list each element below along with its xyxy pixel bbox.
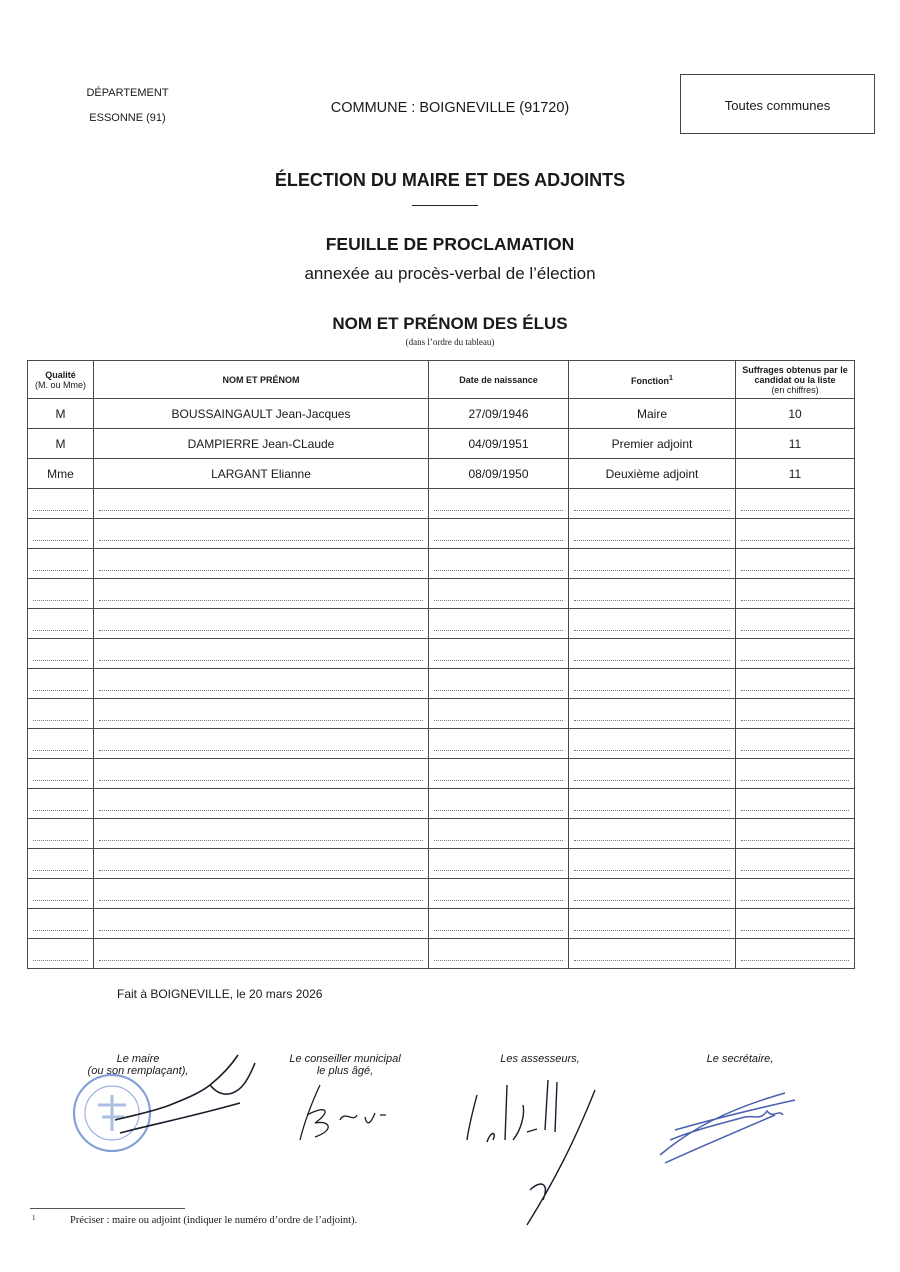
empty-cell-nom (94, 669, 429, 699)
empty-cell-nom (94, 639, 429, 669)
dotted-fill-line (574, 556, 730, 571)
header-qualite (28, 361, 94, 399)
empty-cell-naissance (429, 849, 569, 879)
empty-cell-naissance (429, 759, 569, 789)
dotted-fill-line (574, 526, 730, 541)
dotted-fill-line (741, 586, 849, 601)
empty-cell-naissance (429, 549, 569, 579)
empty-table-row (28, 789, 855, 819)
sig-label-conseiller-line1: Le conseiller municipal (289, 1053, 401, 1065)
dotted-fill-line (574, 886, 730, 901)
sig-label-assesseurs: Les assesseurs, (500, 1053, 580, 1065)
stamp-emblem (98, 1095, 126, 1131)
empty-cell-suffrages (736, 789, 855, 819)
header-suffrages-sub: (en chiffres) (771, 384, 819, 395)
empty-cell-qualite (28, 609, 94, 639)
table-row (28, 429, 855, 459)
dotted-fill-line (434, 616, 563, 631)
dotted-fill-line (33, 646, 88, 661)
dotted-fill-line (33, 916, 88, 931)
cell-suffrages: 11 (736, 429, 855, 459)
header-qualite-sub: (M. ou Mme) (34, 379, 86, 390)
cell-suffrages: 11 (736, 459, 855, 489)
dotted-fill-line (434, 736, 563, 751)
dotted-fill-line (33, 526, 88, 541)
dotted-fill-line (99, 526, 423, 541)
dotted-fill-line (574, 916, 730, 931)
empty-cell-nom (94, 579, 429, 609)
commune-type-box (680, 74, 875, 134)
dotted-fill-line (434, 886, 563, 901)
header-qualite-label: Qualité (45, 369, 76, 380)
empty-cell-suffrages (736, 489, 855, 519)
sig-label-conseiller-line2: le plus âgé, (316, 1065, 374, 1077)
empty-cell-fonction (569, 489, 736, 519)
empty-cell-suffrages (736, 519, 855, 549)
empty-cell-nom (94, 939, 429, 969)
empty-cell-qualite (28, 909, 94, 939)
empty-cell-naissance (429, 789, 569, 819)
dotted-fill-line (434, 946, 563, 961)
elected-table (27, 360, 855, 969)
cell-naissance: 08/09/1950 (429, 459, 569, 489)
empty-cell-naissance (429, 699, 569, 729)
dotted-fill-line (741, 856, 849, 871)
dotted-fill-line (33, 706, 88, 721)
sig-label-maire-line1: Le maire (116, 1053, 160, 1065)
dotted-fill-line (99, 796, 423, 811)
empty-cell-naissance (429, 939, 569, 969)
dotted-fill-line (99, 856, 423, 871)
empty-cell-suffrages (736, 549, 855, 579)
empty-cell-suffrages (736, 819, 855, 849)
dotted-fill-line (434, 916, 563, 931)
dotted-fill-line (33, 676, 88, 691)
empty-cell-qualite (28, 639, 94, 669)
commune-name: COMMUNE : BOIGNEVILLE (91720) (330, 100, 570, 116)
empty-cell-fonction (569, 849, 736, 879)
cell-naissance: 27/09/1946 (429, 399, 569, 429)
header-fonction (569, 361, 736, 399)
sheet-subtitle: annexée au procès-verbal de l’élection (304, 264, 596, 283)
title-divider (412, 205, 478, 206)
empty-table-row (28, 579, 855, 609)
dotted-fill-line (574, 856, 730, 871)
empty-table-row (28, 549, 855, 579)
empty-cell-fonction (569, 639, 736, 669)
empty-cell-qualite (28, 789, 94, 819)
empty-cell-nom (94, 789, 429, 819)
dotted-fill-line (434, 676, 563, 691)
footnote-number: 1 (32, 1214, 36, 1222)
cell-fonction: Maire (569, 399, 736, 429)
empty-cell-nom (94, 729, 429, 759)
empty-cell-fonction (569, 579, 736, 609)
empty-cell-nom (94, 519, 429, 549)
cell-fonction: Deuxième adjoint (569, 459, 736, 489)
empty-cell-qualite (28, 699, 94, 729)
empty-cell-nom (94, 759, 429, 789)
empty-cell-qualite (28, 939, 94, 969)
footnote-divider (30, 1208, 185, 1209)
empty-cell-nom (94, 909, 429, 939)
header-nom: NOM ET PRÉNOM (94, 361, 429, 399)
empty-cell-fonction (569, 909, 736, 939)
mayor-signature-strokes (115, 1055, 255, 1133)
empty-cell-nom (94, 879, 429, 909)
dotted-fill-line (741, 706, 849, 721)
sig-label-maire-line2: (ou son remplaçant), (87, 1065, 189, 1077)
dotted-fill-line (434, 526, 563, 541)
conseiller-signature (285, 1075, 395, 1150)
empty-cell-fonction (569, 729, 736, 759)
dotted-fill-line (434, 586, 563, 601)
dotted-fill-line (741, 736, 849, 751)
empty-cell-suffrages (736, 909, 855, 939)
empty-cell-suffrages (736, 759, 855, 789)
empty-table-row (28, 849, 855, 879)
empty-cell-suffrages (736, 579, 855, 609)
dotted-fill-line (741, 496, 849, 511)
sig-label-conseiller (275, 1053, 415, 1077)
table-row (28, 459, 855, 489)
empty-cell-suffrages (736, 729, 855, 759)
empty-cell-naissance (429, 609, 569, 639)
dotted-fill-line (741, 646, 849, 661)
dotted-fill-line (33, 796, 88, 811)
empty-table-row (28, 609, 855, 639)
empty-cell-nom (94, 489, 429, 519)
empty-cell-naissance (429, 669, 569, 699)
dotted-fill-line (33, 496, 88, 511)
empty-cell-suffrages (736, 879, 855, 909)
sig-label-secretaire: Le secrétaire, (706, 1053, 774, 1065)
empty-cell-qualite (28, 819, 94, 849)
empty-cell-qualite (28, 489, 94, 519)
empty-cell-fonction (569, 699, 736, 729)
list-title: NOM ET PRÉNOM DES ÉLUS (332, 314, 568, 333)
dotted-fill-line (99, 586, 423, 601)
header-suffrages-label: Suffrages obtenus par le candidat ou la liste (742, 364, 848, 385)
cell-qualite: M (28, 399, 94, 429)
list-subtitle: (dans l’ordre du tableau) (405, 337, 495, 347)
empty-table-row (28, 759, 855, 789)
dotted-fill-line (741, 796, 849, 811)
header-naissance: Date de naissance (429, 361, 569, 399)
dotted-fill-line (99, 736, 423, 751)
dotted-fill-line (33, 616, 88, 631)
empty-cell-qualite (28, 879, 94, 909)
dotted-fill-line (99, 676, 423, 691)
cell-qualite: Mme (28, 459, 94, 489)
empty-cell-nom (94, 819, 429, 849)
empty-cell-naissance (429, 639, 569, 669)
dotted-fill-line (99, 766, 423, 781)
dotted-fill-line (33, 886, 88, 901)
cell-fonction: Premier adjoint (569, 429, 736, 459)
header-fonction-note: 1 (669, 374, 673, 382)
table-header-row (28, 361, 855, 399)
header-fonction-label: Fonction (631, 375, 670, 386)
dotted-fill-line (434, 706, 563, 721)
dotted-fill-line (33, 826, 88, 841)
empty-cell-naissance (429, 729, 569, 759)
sheet-title: FEUILLE DE PROCLAMATION (325, 234, 575, 254)
empty-cell-nom (94, 609, 429, 639)
dotted-fill-line (741, 886, 849, 901)
empty-cell-fonction (569, 519, 736, 549)
dotted-fill-line (99, 826, 423, 841)
cell-nom: LARGANT Elianne (94, 459, 429, 489)
empty-cell-naissance (429, 879, 569, 909)
dotted-fill-line (574, 616, 730, 631)
empty-cell-fonction (569, 789, 736, 819)
empty-cell-suffrages (736, 939, 855, 969)
empty-cell-suffrages (736, 849, 855, 879)
cell-suffrages: 10 (736, 399, 855, 429)
dotted-fill-line (574, 646, 730, 661)
dotted-fill-line (741, 826, 849, 841)
dotted-fill-line (574, 946, 730, 961)
dotted-fill-line (99, 496, 423, 511)
dotted-fill-line (741, 766, 849, 781)
cell-naissance: 04/09/1951 (429, 429, 569, 459)
departement-value: ESSONNE (91) (89, 112, 166, 124)
empty-cell-fonction (569, 879, 736, 909)
dotted-fill-line (33, 556, 88, 571)
empty-cell-naissance (429, 579, 569, 609)
main-title: ÉLECTION DU MAIRE ET DES ADJOINTS (274, 170, 626, 190)
secretaire-signature (655, 1085, 805, 1170)
dotted-fill-line (434, 796, 563, 811)
empty-table-row (28, 669, 855, 699)
empty-cell-naissance (429, 519, 569, 549)
dotted-fill-line (33, 766, 88, 781)
cell-nom: DAMPIERRE Jean-CLaude (94, 429, 429, 459)
dotted-fill-line (741, 946, 849, 961)
empty-cell-suffrages (736, 669, 855, 699)
dotted-fill-line (99, 706, 423, 721)
dotted-fill-line (33, 736, 88, 751)
empty-table-row (28, 699, 855, 729)
dotted-fill-line (574, 826, 730, 841)
dotted-fill-line (574, 496, 730, 511)
empty-cell-naissance (429, 489, 569, 519)
empty-table-row (28, 519, 855, 549)
dotted-fill-line (574, 676, 730, 691)
footnote-text: Préciser : maire ou adjoint (indiquer le numéro d’ordre de l’adjoint). (70, 1215, 358, 1226)
dotted-fill-line (434, 856, 563, 871)
empty-cell-qualite (28, 579, 94, 609)
empty-cell-fonction (569, 609, 736, 639)
empty-cell-suffrages (736, 639, 855, 669)
dotted-fill-line (574, 766, 730, 781)
empty-table-row (28, 729, 855, 759)
empty-cell-nom (94, 849, 429, 879)
dotted-fill-line (434, 556, 563, 571)
dotted-fill-line (99, 946, 423, 961)
dotted-fill-line (434, 496, 563, 511)
empty-cell-suffrages (736, 609, 855, 639)
dotted-fill-line (99, 556, 423, 571)
empty-cell-fonction (569, 939, 736, 969)
dotted-fill-line (99, 886, 423, 901)
empty-cell-naissance (429, 909, 569, 939)
empty-table-row (28, 639, 855, 669)
empty-table-row (28, 939, 855, 969)
fait-a-line: Fait à BOIGNEVILLE, le 20 mars 2026 (117, 987, 323, 1001)
dotted-fill-line (574, 736, 730, 751)
empty-cell-fonction (569, 669, 736, 699)
cell-nom: BOUSSAINGAULT Jean-Jacques (94, 399, 429, 429)
dotted-fill-line (574, 706, 730, 721)
assesseurs-signature (455, 1070, 605, 1230)
dotted-fill-line (574, 586, 730, 601)
dotted-fill-line (574, 796, 730, 811)
dotted-fill-line (434, 766, 563, 781)
empty-cell-qualite (28, 669, 94, 699)
mayor-stamp-and-signature (60, 1045, 280, 1165)
empty-cell-qualite (28, 519, 94, 549)
cell-qualite: M (28, 429, 94, 459)
dotted-fill-line (741, 916, 849, 931)
departement-label: DÉPARTEMENT (86, 87, 169, 99)
dotted-fill-line (33, 586, 88, 601)
empty-cell-qualite (28, 729, 94, 759)
empty-cell-suffrages (736, 699, 855, 729)
empty-table-row (28, 879, 855, 909)
dotted-fill-line (434, 826, 563, 841)
dotted-fill-line (741, 526, 849, 541)
dotted-fill-line (33, 856, 88, 871)
empty-cell-qualite (28, 759, 94, 789)
empty-cell-nom (94, 699, 429, 729)
commune-type-text: Toutes communes (724, 98, 831, 113)
dotted-fill-line (434, 646, 563, 661)
dotted-fill-line (741, 676, 849, 691)
empty-cell-fonction (569, 549, 736, 579)
table-row (28, 399, 855, 429)
dotted-fill-line (741, 616, 849, 631)
empty-cell-nom (94, 549, 429, 579)
empty-cell-qualite (28, 549, 94, 579)
dotted-fill-line (33, 946, 88, 961)
empty-cell-naissance (429, 819, 569, 849)
empty-cell-qualite (28, 849, 94, 879)
empty-cell-fonction (569, 759, 736, 789)
empty-cell-fonction (569, 819, 736, 849)
dotted-fill-line (741, 556, 849, 571)
empty-table-row (28, 909, 855, 939)
dotted-fill-line (99, 646, 423, 661)
dotted-fill-line (99, 616, 423, 631)
header-suffrages (736, 361, 855, 399)
dotted-fill-line (99, 916, 423, 931)
empty-table-row (28, 819, 855, 849)
empty-table-row (28, 489, 855, 519)
